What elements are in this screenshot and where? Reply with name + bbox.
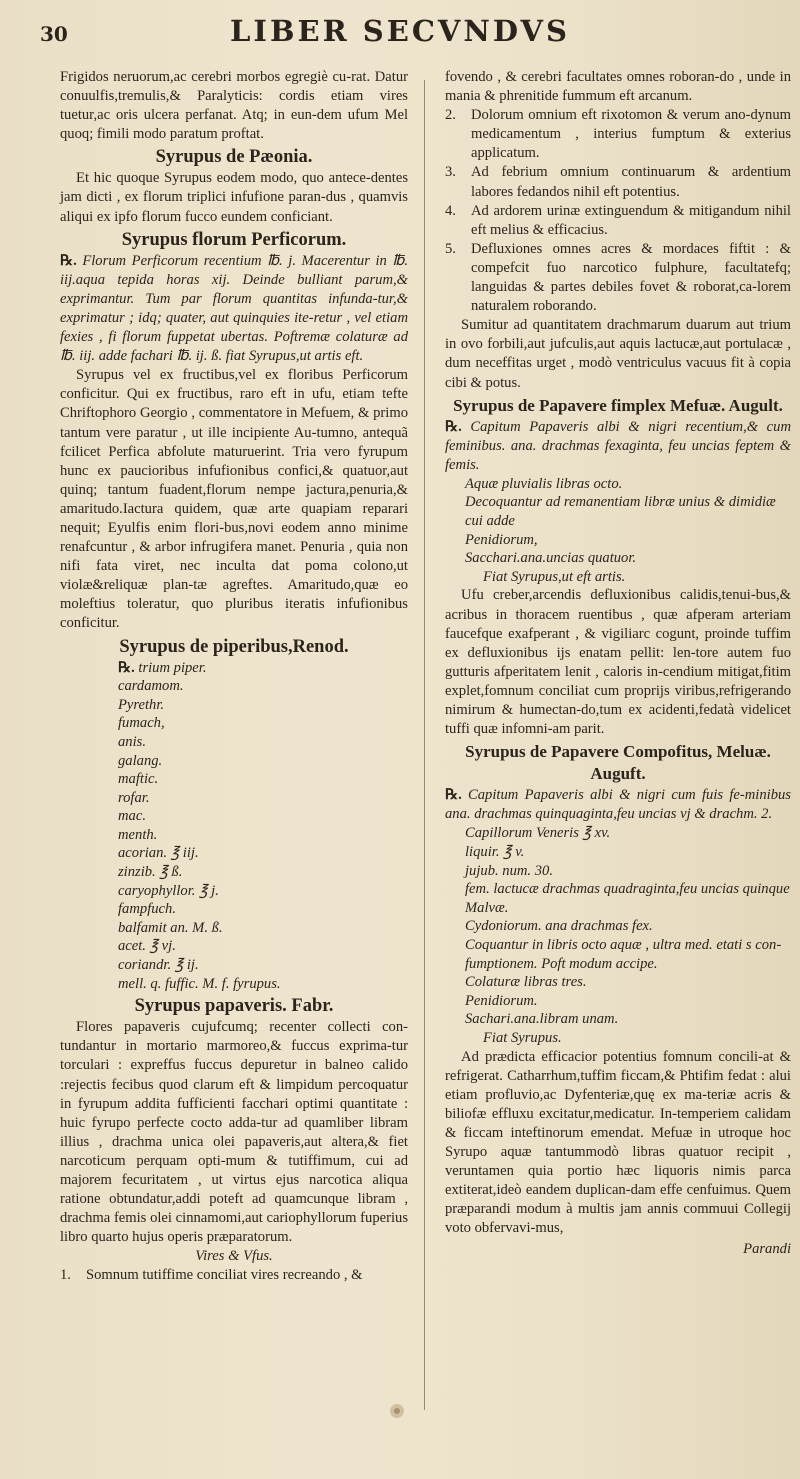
recipe-papavere-simplex: ℞. Capitum Papaveris albi & nigri recentium,& cum feminibus. ana. drachmas fexaginta, feu uncias feptem & femis.	[445, 418, 791, 473]
recipe-line: Penidiorum.	[465, 992, 538, 1009]
ingredient-item: rofar.	[118, 789, 150, 806]
numbered-item: 5. Defluxiones omnes acres & mordaces fiftit : & compefcit fuo narcotico fulphure, facultatefq; languidas & partes debiles fovet & roborat,ca-lorem naturalem roborando.	[445, 240, 791, 315]
folio-number: 30	[40, 22, 68, 46]
recipe-line: Malvæ.	[465, 899, 509, 916]
left-paragraph-3: Syrupus vel ex fructibus,vel ex floribus Perficorum conficitur. Qui ex fructibus, raro eft in ufu, etiam tefte Chriftophoro Georgio , commentatore in Mefuem, & primo tantum vere paratur , ut ille incipiente Au-tumno, antequã fcilicet Perfica abfolute maturuerint. Tria vero fyrupum hunc ex paucioribus infufionibus confici,& quatuor,aut quinq; tantum fuadent,florum nempe jactura,penuria,& amaritudo.Iactura quidem, quæ arte quapiam reparari nequit; Eyulfis enim flori-bus,novi eodem anno minime renafcuntur , & arbor infrugifera manet. Penuria , quia non nifi fata viret, nec inculta dat poma colono,ut violæ&reliquæ plan-tæ agreftes. Amaritudo,quæ eo moleftius toleratur, quo pluribus iteratis infufionibus conficitur.	[60, 367, 408, 632]
recipe-symbol: ℞.	[118, 659, 135, 676]
ingredient-item: galang.	[118, 752, 163, 769]
ingredient-list	[60, 659, 408, 994]
ingredient-item: fumach,	[118, 715, 165, 732]
recipe-line: liquir. ℥ v.	[465, 843, 525, 860]
heading-syrupus-paeonia: Syrupus de Pæonia.	[155, 147, 313, 168]
recipe-line: jujub. num. 30.	[465, 862, 553, 879]
ingredient-item: acet. ℥ vj.	[118, 938, 176, 955]
recipe-line: Aquæ pluvialis libras octo.	[465, 475, 623, 492]
ingredient-item: balfamit an. M. ß.	[118, 919, 223, 936]
left-column	[60, 68, 408, 1286]
recipe-line: Coquantur in libris octo aquæ , ultra med. etati s con-fumptionem. Poft modum accipe.	[465, 936, 782, 972]
recipe-line: Cydoniorum. ana drachmas fex.	[465, 918, 653, 935]
heading-vires-usus: Vires & Vfus.	[195, 1248, 273, 1265]
heading-syrupus-papavere-compositus: Syrupus de Papavere Compofitus, Meluæ. Auguft.	[465, 742, 771, 784]
recipe-symbol: ℞.	[60, 252, 77, 269]
recipe-florum-persicorum	[60, 252, 408, 367]
left-paragraph-2: Et hic quoque Syrupus eodem modo, quo antece-dentes jam dicti , ex florum triplici infufione paran-dus , quamvis aliqui ex ipfo florum fucco eundem conficiant.	[60, 170, 408, 225]
recipe-line: Sacchari.ana.uncias quatuor.	[465, 550, 637, 567]
right-column	[445, 68, 791, 1260]
heading-syrupus-papavere-simplex: Syrupus de Papavere fimplex Mefuæ. Augult.	[453, 395, 783, 415]
recipe-line: Colaturæ libras tres.	[465, 974, 587, 991]
ingredient-item: maftic.	[118, 771, 159, 788]
heading-syrupus-piperibus: Syrupus de piperibus,Renod.	[119, 636, 349, 657]
ingredient-item: cardamom.	[118, 678, 184, 695]
catchword: Parandi	[743, 1241, 791, 1258]
right-paragraph-3: Ufu creber,arcendis defluxionibus calidis,tenui-bus,& acribus in thoracem ruentibus , quæ afperam arteriam faucefque exafperant , & vigiliarc cogunt, proinde tuffim ex defluxionibus ijs enatam pellit: len-tore autem fuo gutturis afperitatem lenit , caloris in-cendium mitigat,fitim explet,fomnum conciliat cum proprijs viribus,refrigerando nimirum & humectan-do,tum ex acidenti,fedatà videlicet tuffi quæ infomni-am parit.	[445, 587, 791, 738]
ingredient-item: caryophyllor. ℥ j.	[118, 882, 219, 899]
right-paragraph-2: Sumitur ad quantitatem drachmarum duarum aut trium in ovo forbili,aut jufculis,aut aquis lactucæ,aut portulacæ , dum neceffitas urget , modò ventriculus vacuus fit à copia cibi & potus.	[445, 317, 791, 391]
numbered-item-1: 1. Somnum tutiffime conciliat vires recreando , &	[60, 1267, 363, 1284]
numbered-item: 3. Ad febrium omnium continuarum & ardentium labores fedandos nihil eft potentius.	[445, 164, 791, 200]
ingredient-item: mac.	[118, 808, 146, 825]
ingredient-item: ℞. trium piper.	[118, 659, 207, 676]
ingredient-item: coriandr. ℥ ij.	[118, 957, 199, 974]
page-header	[0, 6, 800, 56]
recipe-line: Penidiorum,	[465, 531, 538, 548]
recipe-symbol: ℞.	[445, 418, 462, 435]
ingredient-item: menth.	[118, 826, 158, 843]
recipe-papavere-compositus: ℞. Capitum Papaveris albi & nigri cum fuis fe-minibus ana. drachmas quinquaginta,feu uncias vj & drachm. 2.	[445, 787, 791, 823]
recipe-line: Decoquantur ad remanentiam libræ unius & dimidiæ cui adde	[465, 494, 776, 530]
numbered-item: 2. Dolorum omnium eft rixotomon & verum ano-dynum medicamentum , interius fumptum & exterius applicatum.	[445, 107, 791, 162]
recipe-line: fem. lactucæ drachmas quadraginta,feu uncias quinque	[465, 881, 790, 898]
recipe-symbol: ℞.	[445, 787, 462, 804]
right-paragraph-1: fovendo , & cerebri facultates omnes roboran-do , unde in mania & phrenitide fummum eft arcanum.	[445, 69, 791, 105]
recipe-text: Florum Perficorum recentium ℔. j. Macerentur in ℔. iij.aqua tepida horas xij. Deinde bulliant parum,& exprimantur. Tum par florum quantitas infunda-tur,& exprimatur ; idq; quater, aut quinquies ite-retur , vel etiam fexies , fi florum fuppetat ubertas. Poftremæ colaturæ ad ℔. iij. adde fachari ℔. ij. ß. fiat Syrupus,ut artis eft.	[60, 252, 408, 365]
left-paragraph-4: Flores papaveris cujufcumq; recenter collecti con-tundantur in mortario marmoreo,& fuccus exprima-tur torculari : expreffus fuccus depuretur in balneo calido :rejectis fecibus quod clarum eft & limpidum percoquatur in fyrupum addita fufficienti facchari optimi quantitate : huic fyrupo perfecte cocto adda-tur ad quamliber libram illius , drachma unica olei papaveris,aut altera,& fiet narcoticum perquam opti-mum & tutiffimum, cui ad majorem fecuritatem , ut virtus ejus narcotica aliqua ratione obtundatur,addi poteft ad quamcunque libram , drachma femis olei cinnamomi,aut cariophyllorum fuperius libro quarto hujus operis præparatorum.	[60, 1019, 408, 1246]
ingredient-item: Pyrethr.	[118, 696, 165, 713]
ingredient-item: mell. q. fuffic. M. f. fyrupus.	[118, 975, 281, 992]
ingredient-item: fampfuch.	[118, 901, 176, 918]
left-paragraph-1: Frigidos neruorum,ac cerebri morbos egregiè cu-rat. Datur conuulfis,tremulis,& Paralyticis: cordis etiam vires tuetur,ac oris ulcera perfanat. Atq; in eun-dem ufum Mel quoq; fimili modo paratum proftat.	[60, 69, 408, 143]
recipe-line: Sachari.ana.libram unam.	[465, 1011, 619, 1028]
ingredient-item: anis.	[118, 733, 146, 750]
numbered-item: 4. Ad ardorem urinæ extinguendum & mitigandum nihil eft melius & efficacius.	[445, 202, 791, 238]
running-title: LIBER SECVNDVS	[230, 14, 570, 48]
column-divider	[424, 80, 425, 1410]
heading-syrupus-papaveris-fabr: Syrupus papaveris. Fabr.	[134, 996, 334, 1017]
heading-syrupus-florum-persicorum: Syrupus florum Perficorum.	[121, 229, 347, 250]
right-paragraph-4: Ad prædicta efficacior potentius fomnum concili-at & refrigerat. Catharrhum,tuffim ficcam,& Phtifim fedat : alui etiam profluvio,ac Dyfenteriæ,quę ex ma-teriæ acris & biliofæ effluxu excitatur,medicatur. In-temperiem calidam & ficcam inteftinorum emendat. Mefuæ in utroque hoc Syrupo aquæ tantummodò libras quatuor recipit , veruntamen quia portio hæc liquoris nimis parca extiterat,ideò eandem duplican-dam effe cenfuimus. Quem præparandi modum à multis jam annis commuui Collegij voto obfervavi-mus,	[445, 1048, 791, 1237]
recipe-line: Fiat Syrupus,ut eft artis.	[483, 568, 626, 585]
recipe-line: Capillorum Veneris ℥ xv.	[465, 825, 611, 842]
ingredient-item: acorian. ℥ iij.	[118, 845, 199, 862]
ingredient-item: zinzib. ℥ ß.	[118, 864, 183, 881]
ornament-icon	[388, 1402, 406, 1420]
recipe-line: Fiat Syrupus.	[483, 1029, 562, 1046]
